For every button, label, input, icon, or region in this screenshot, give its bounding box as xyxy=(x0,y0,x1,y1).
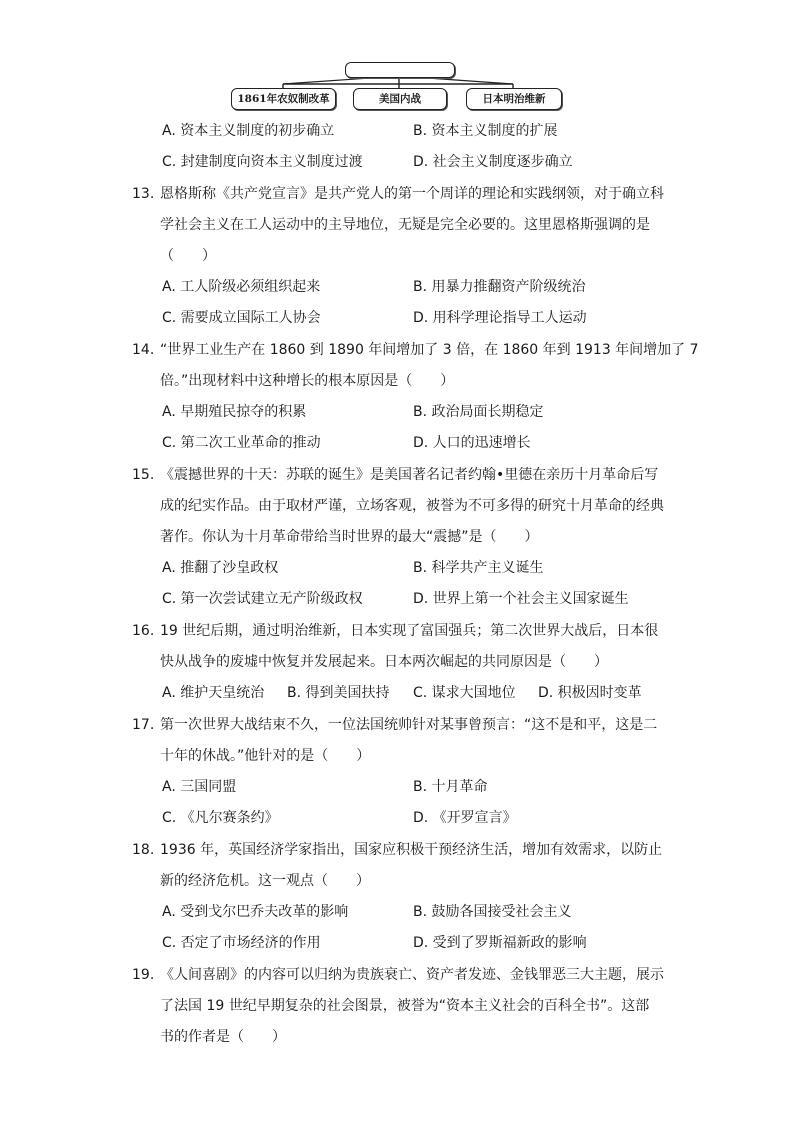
diagram-box-meiji-restoration: 日本明治维新 xyxy=(466,88,562,110)
q13-line-2: 学社会主义在工人运动中的主导地位，无疑是完全必要的。这里恩格斯强调的是 xyxy=(160,217,650,233)
q19-number: 19. xyxy=(132,967,155,983)
q15-option-c: C. 第一次尝试建立无产阶级政权 xyxy=(162,591,363,607)
q15-option-b: B. 科学共产主义诞生 xyxy=(413,560,544,576)
q17-number: 17. xyxy=(132,717,155,733)
q18-option-c: C. 否定了市场经济的作用 xyxy=(162,935,321,951)
q17-option-d: D. 《开罗宣言》 xyxy=(413,810,517,826)
q15-option-a: A. 推翻了沙皇政权 xyxy=(162,560,279,576)
q12-option-d: D. 社会主义制度逐步确立 xyxy=(413,154,573,170)
q17-option-c: C. 《凡尔赛条约》 xyxy=(162,810,279,826)
q17-option-a: A. 三国同盟 xyxy=(162,779,237,795)
q14-option-b: B. 政治局面长期稳定 xyxy=(413,404,544,420)
q18-line-1: 1936 年，英国经济学家指出，国家应积极干预经济生活，增加有效需求，以防止 xyxy=(160,842,663,858)
q17-line-2: 十年的休战。”他针对的是（ ） xyxy=(160,748,371,764)
q16-line-2: 快从战争的废墟中恢复并发展起来。日本两次崛起的共同原因是（ ） xyxy=(160,654,608,670)
q16-line-1: 19 世纪后期，通过明治维新，日本实现了富国强兵；第二次世界大战后，日本很 xyxy=(160,623,659,639)
q19-line-1: 《人间喜剧》的内容可以归纳为贵族衰亡、资产者发迹、金钱罪恶三大主题，展示 xyxy=(160,967,664,983)
q16-option-b: B. 得到美国扶持 xyxy=(287,685,390,701)
q16-option-a: A. 维护天皇统治 xyxy=(162,685,265,701)
q15-line-2: 成的纪实作品。由于取材严谨，立场客观，被誉为不可多得的研究十月革命的经典 xyxy=(160,498,664,514)
q13-option-a: A. 工人阶级必须组织起来 xyxy=(162,279,321,295)
q17-option-b: B. 十月革命 xyxy=(413,779,488,795)
q13-number: 13. xyxy=(132,186,155,202)
q18-option-d: D. 受到了罗斯福新政的影响 xyxy=(413,935,587,951)
q13-option-c: C. 需要成立国际工人协会 xyxy=(162,310,321,326)
q19-line-3: 书的作者是（ ） xyxy=(160,1029,286,1045)
q14-number: 14. xyxy=(132,342,155,358)
q12-option-a: A. 资本主义制度的初步确立 xyxy=(162,123,335,139)
q18-option-a: A. 受到戈尔巴乔夫改革的影响 xyxy=(162,904,349,920)
diagram-box-us-civil-war: 美国内战 xyxy=(353,88,447,110)
q15-option-d: D. 世界上第一个社会主义国家诞生 xyxy=(413,591,629,607)
q19-line-2: 了法国 19 世纪早期复杂的社会图景，被誉为“资本主义社会的百科全书”。这部 xyxy=(160,998,650,1014)
q16-option-d: D. 积极因时变革 xyxy=(538,685,642,701)
q15-number: 15. xyxy=(132,467,155,483)
q12-option-c: C. 封建制度向资本主义制度过渡 xyxy=(162,154,363,170)
q13-option-d: D. 用科学理论指导工人运动 xyxy=(413,310,587,326)
reform-diagram xyxy=(228,58,568,114)
q17-line-1: 第一次世界大战结束不久，一位法国统帅针对某事曾预言：“这不是和平，这是二 xyxy=(160,717,658,733)
q16-number: 16. xyxy=(132,623,155,639)
q12-option-b: B. 资本主义制度的扩展 xyxy=(413,123,558,139)
q13-option-b: B. 用暴力推翻资产阶级统治 xyxy=(413,279,586,295)
q13-line-1: 恩格斯称《共产党宣言》是共产党人的第一个周详的理论和实践纲领，对于确立科 xyxy=(160,186,664,202)
q14-option-a: A. 早期殖民掠夺的积累 xyxy=(162,404,307,420)
q14-option-c: C. 第二次工业革命的推动 xyxy=(162,435,321,451)
q18-option-b: B. 鼓励各国接受社会主义 xyxy=(413,904,572,920)
diagram-box-serf-reform: 1861年农奴制改革 xyxy=(231,88,336,110)
diagram-top-box xyxy=(345,62,455,78)
q18-line-2: 新的经济危机。这一观点（ ） xyxy=(160,873,370,889)
q18-number: 18. xyxy=(132,842,155,858)
q15-line-1: 《震撼世界的十天：苏联的诞生》是美国著名记者约翰•里德在亲历十月革命后写 xyxy=(160,467,659,483)
q14-option-d: D. 人口的迅速增长 xyxy=(413,435,531,451)
q14-line-1: “世界工业生产在 1860 到 1890 年间增加了 3 倍，在 1860 年到 1913 年间增加了 7 xyxy=(160,342,699,358)
q15-line-3: 著作。你认为十月革命带给当时世界的最大“震撼”是（ ） xyxy=(160,529,539,545)
q14-line-2: 倍。”出现材料中这种增长的根本原因是（ ） xyxy=(160,373,455,389)
q13-line-3: （ ） xyxy=(160,248,216,264)
q16-option-c: C. 谋求大国地位 xyxy=(413,685,516,701)
